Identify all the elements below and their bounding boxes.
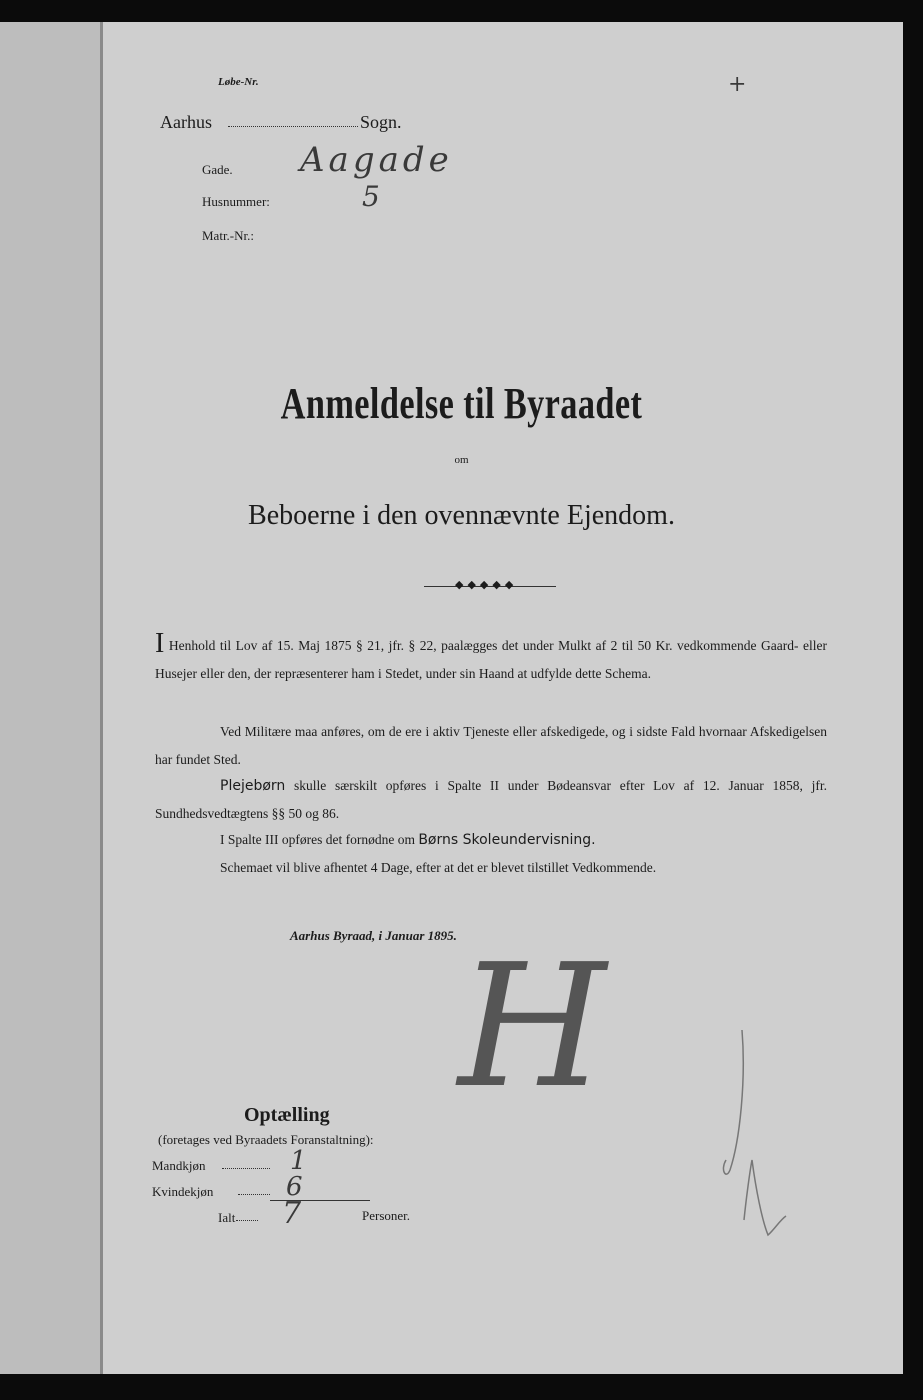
ialt-label: Ialt (218, 1210, 236, 1225)
gade-value: Aagade (300, 140, 453, 180)
ialt-dots (236, 1220, 258, 1221)
paragraph-5: Schemaet vil blive afhentet 4 Dage, efter at det er blevet tilstillet Vedkommende. (220, 860, 657, 875)
optaelling-heading: Optælling (244, 1104, 330, 1126)
gade-label: Gade. (202, 162, 233, 177)
lobe-nr-value: + (728, 72, 747, 97)
husnummer-value: 5 (362, 180, 380, 213)
document-subtitle: Beboerne i den ovennævnte Ejendom. (248, 500, 675, 531)
optaelling-subheading: (foretages ved Byraadets Foranstaltning): (158, 1132, 374, 1147)
signature-line: Aarhus Byraad, i Januar 1895. (290, 928, 457, 943)
mandkjon-value: 1 (290, 1146, 307, 1176)
handwritten-signature: H (458, 928, 607, 1126)
lobe-nr-label: Løbe-Nr. (218, 76, 259, 88)
husnummer-label: Husnummer: (202, 194, 270, 209)
matr-nr-label: Matr.-Nr.: (202, 228, 254, 243)
ialt-value: 7 (282, 1196, 302, 1231)
plejeborn-emphasis: Plejebørn (220, 778, 286, 794)
kvindekjon-label: Kvindekjøn (152, 1184, 214, 1199)
document-title: Anmeldelse til Byraadet (280, 379, 643, 428)
mandkjon-label: Mandkjøn (152, 1158, 206, 1173)
paragraph-1: I Henhold til Lov af 15. Maj 1875 § 21, jfr. § 22, paalægges det under Mulkt af 2 til 50 Kr. vedkommende Gaard- eller Husejer eller den, der repræsenterer ham i Stedet, under sin Haand at udfylde dette Schema. (155, 628, 827, 681)
paragraph-initial: I (155, 628, 165, 659)
paragraph-2: Ved Militære maa anføres, om de ere i aktiv Tjeneste eller afskedigede, og i sidste Fald hvornaar Afskedigelsen har fundet Sted. (155, 724, 827, 767)
sogn-label: Sogn. (360, 112, 402, 132)
title-connector: om (454, 454, 469, 466)
personer-label: Personer. (362, 1208, 411, 1223)
ornament-dots: ◆◆◆◆◆ (455, 579, 518, 591)
kvindekjon-dots (238, 1194, 270, 1195)
mandkjon-dots (222, 1168, 270, 1169)
paragraph-3: Plejebørn skulle særskilt opføres i Spalte II under Bødeansvar efter Lov af 12. Januar 1858, jfr. Sundhedsvedtægtens §§ 50 og 86. (155, 778, 827, 821)
paragraph-4: I Spalte III opføres det fornødne om Børns Skoleundervisning. (220, 832, 596, 848)
sogn-dotted-line (228, 126, 358, 127)
pencil-mark (700, 1020, 810, 1250)
kvindekjon-value: 6 (286, 1172, 303, 1202)
skoleundervisning-emphasis: Børns Skoleundervisning. (418, 832, 596, 848)
city-label: Aarhus (160, 112, 212, 132)
left-page-edge (0, 22, 104, 1374)
